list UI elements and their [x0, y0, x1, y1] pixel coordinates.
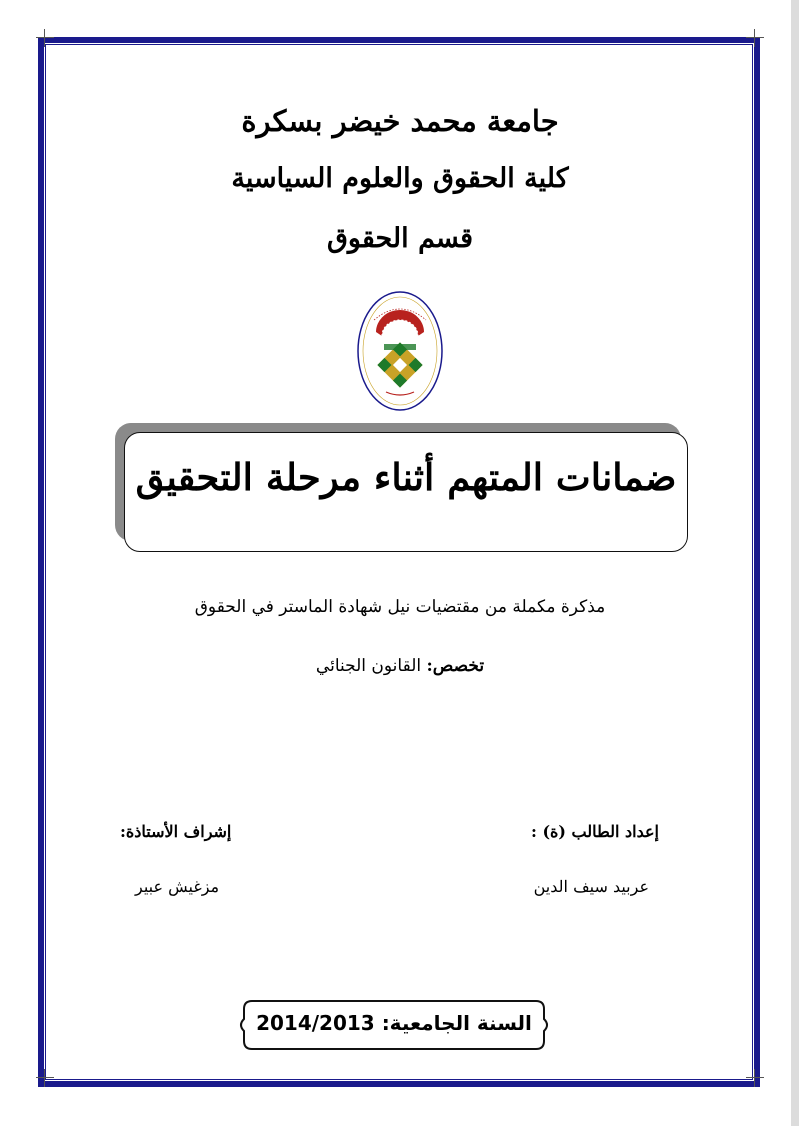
- academic-year-label: السنة الجامعية:: [381, 1011, 532, 1035]
- department-name: قسم الحقوق: [326, 223, 474, 254]
- student-name: عربيد سيف الدين: [533, 877, 649, 896]
- specialty-label: تخصص:: [426, 656, 485, 676]
- academic-year: [238, 1011, 550, 1035]
- thesis-purpose: مذكرة مكملة من مقتضيات نيل شهادة الماستر في الحقوق: [194, 597, 606, 617]
- supervisor-label: إشراف الأستاذة:: [120, 822, 232, 841]
- supervisor-name: مزغيش عبير: [135, 877, 220, 896]
- page-frame-inner: [45, 44, 753, 1080]
- crop-mark-bottom-left: [36, 1069, 54, 1087]
- viewer-scroll-edge: [791, 0, 799, 1126]
- crop-mark-top-left: [36, 29, 54, 47]
- crop-mark-top-right: [746, 29, 764, 47]
- faculty-name: كلية الحقوق والعلوم السياسية: [231, 163, 569, 194]
- university-emblem-icon: [356, 290, 444, 412]
- university-name: جامعة محمد خيضر بسكرة: [241, 104, 559, 138]
- crop-mark-bottom-right: [746, 1069, 764, 1087]
- thesis-title: ضمانات المتهم أثناء مرحلة التحقيق: [135, 455, 677, 499]
- specialty-line: [150, 656, 650, 676]
- prepared-by-label: إعداد الطالب (ة) :: [530, 822, 659, 841]
- specialty-value: القانون الجنائي: [315, 656, 422, 676]
- academic-year-value: 2014/2013: [256, 1011, 375, 1035]
